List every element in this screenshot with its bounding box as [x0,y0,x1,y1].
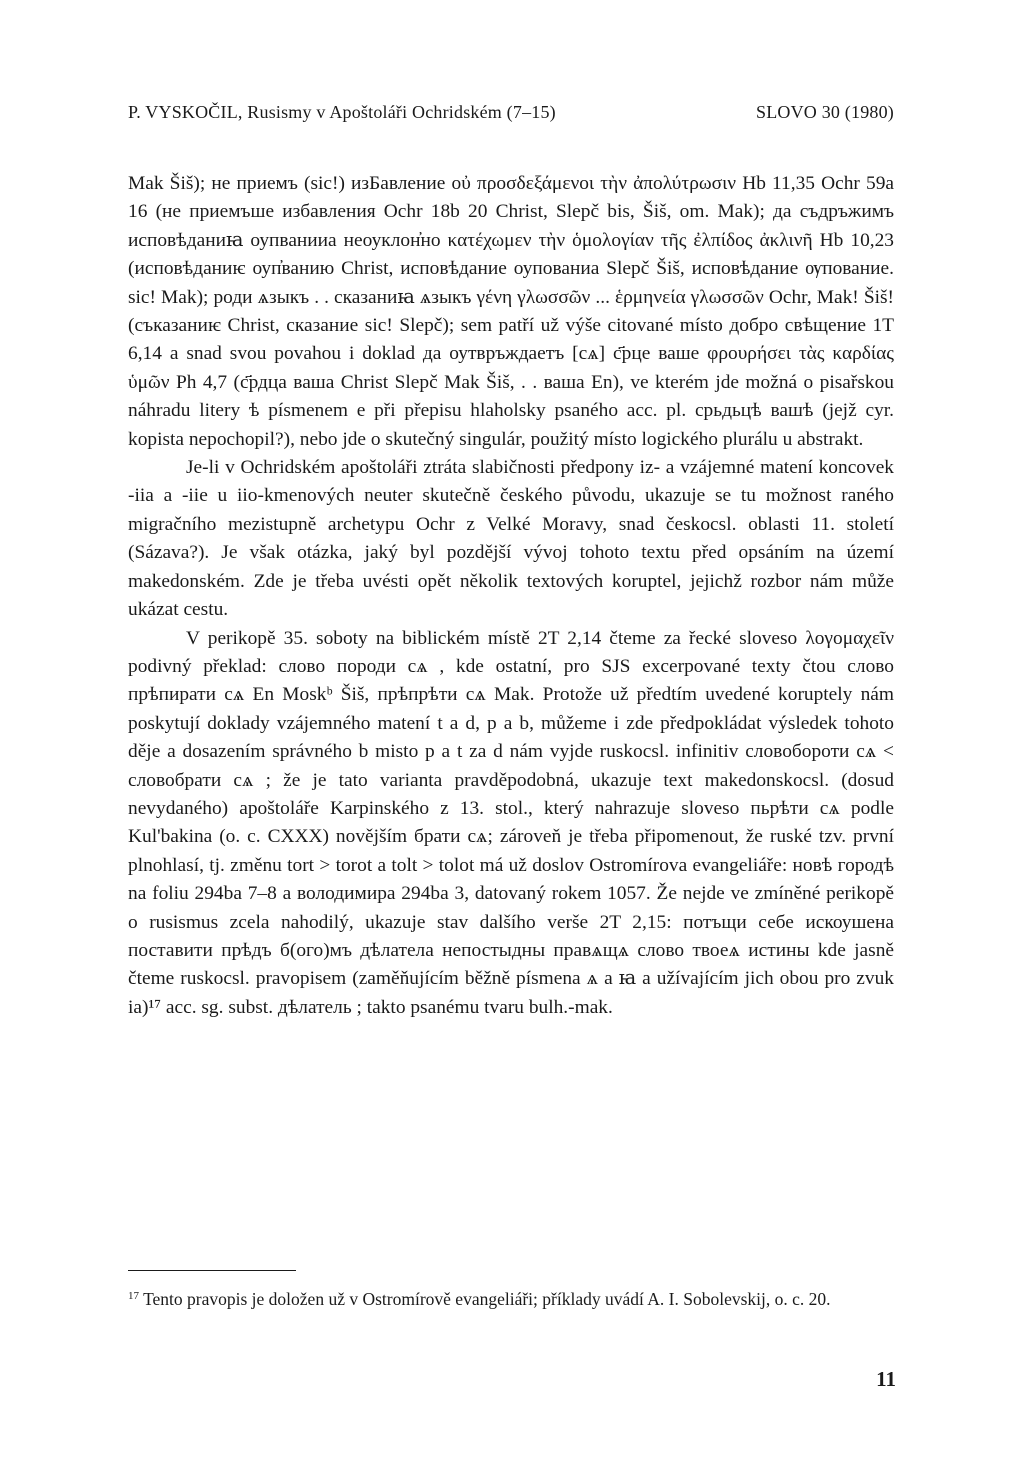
paragraph-continued: Mak Šiš); не приемъ (sic!) изБавление οὐ προσδεξάμενοι τὴν ἀπολύτρωσιν Hb 11,35 Ochr 59a 16 (не приемъше избавления Ochr 18b 20 Christ, Slepč bis, Šiš, om. Mak); да съдръжимъ исповѣданиꙗ оупванииа неоуклон҆но κατέχωμεν τὴν ὁμολογίαν τῆς ἐλπίδος ἀκλινῆ Hb 10,23 (исповѣданиѥ оуп҆ванию Christ, исповѣдание оупованиа Slepč Šiš, исповѣдание ѹпование. sic! Mak); роди ѧзыкъ . . сказаниꙗ ѧзыкъ γένη γλωσσῶν ... ἑρμηνεία γλωσσῶν Ochr, Mak! Šiš! (съказаниѥ Christ, сказание sic! Slepč); sem patří už výše citované místo добро свѣщение 1T 6,14 a snad svou povahou i doklad да оутвръждаетъ [сѧ] с҃рце ваше φρουρήσει τὰς καρδίας ὑμῶν Ph 4,7 (с҃рдца ваша Christ Slepč Mak Šiš, . . ваша En), ve kterém jde možná o pisařskou náhradu litery ѣ písmenem е při přepisu hlaholsky psaného acc. pl. срьдьцѣ вашѣ (jejž cyr. kopista nepochopil?), nebo jde o skutečný singulár, použitý místo logického plurálu u abstrakt. [128,173,894,450]
footnote-rule [128,1270,296,1271]
paragraph-pericope-35: V perikopě 35. soboty na biblickém místě 2T 2,14 čteme za řecké sloveso λογομαχεῖν podivný překlad: слово породи сѧ , kde ostatní, pro SJS excerpované texty čtou слово прѣпирати сѧ En Moskᵇ Šiš, прѣпрѣти сѧ Mak. Protože už předtím uvedené koruptely nám poskytují doklady vzájemného matení t a d, p a b, můžeme i zde předpokládat výsledek tohoto děje a dosazením správného b misto p a t za d nám vyjde ruskocsl. infinitiv словобороти сѧ < словобрати сѧ ; že je tato varianta pravděpodobná, ukazuje text makedonskocsl. (dosud nevydaného) apoštoláře Karpinského z 13. stol., který nahrazuje sloveso пьрѣти сѧ podle Kul'bakina (o. c. CXXX) novějším брати сѧ; zároveň je třeba připomenout, že ruské tzv. první plnohlasí, tj. změnu tort > torot a tolt > tolot má už doslov Ostromírova evangeliáře: новѣ городѣ na foliu 294ba 7–8 a володимира 294ba 3, datovaný rokem 1057. Že nejde ve zmíněné perikopě o rusismus zcela nahodilý, ukazuje stav dalšího verše 2T 2,15: потъщи себе искоушена поставити прѣдъ б(ого)мъ дѣлатела непостыдны правѧщѧ слово твоеѧ истины kde jasně čteme ruskocsl. pravopisem (zaměňujícím běžně písmena ѧ a ꙗ a užívajícím jich obou pro zvuk ia)¹⁷ acc. sg. subst. дѣлатель ; takto psanému tvaru bulh.-mak. [128,627,894,1018]
body-text [128,170,894,1022]
paragraph-iz-prefix: Je-li v Ochridském apoštoláři ztráta slabičnosti předpony iz- a vzájemné matení koncovek -iia a -iie u iio-kmenových neuter skutečně českého původu, ukazuje se tu možnost raného migračního mezistupně archetypu Ochr z Velké Moravy, snad českocsl. oblasti 11. století (Sázava?). Je však otázka, jaký byl pozdější vývoj tohoto textu před opsáním na území makedonském. Zde je třeba uvésti opět několik textových koruptel, jejichž rozbor nám může ukázat cestu. [128,457,894,621]
page-number: 11 [876,1367,896,1391]
running-head-journal: SLOVO 30 (1980) [756,102,894,122]
running-head-author-title: P. VYSKOČIL, Rusismy v Apoštoláři Ochridském (7–15) [128,102,556,122]
footnote [128,1283,894,1312]
footnote-text: Tento pravopis je doložen už v Ostromírově evangeliáři; příklady uvádí A. I. Sobolevskij, o. c. 20. [143,1289,831,1309]
footnote-marker: 17 [128,1290,139,1302]
